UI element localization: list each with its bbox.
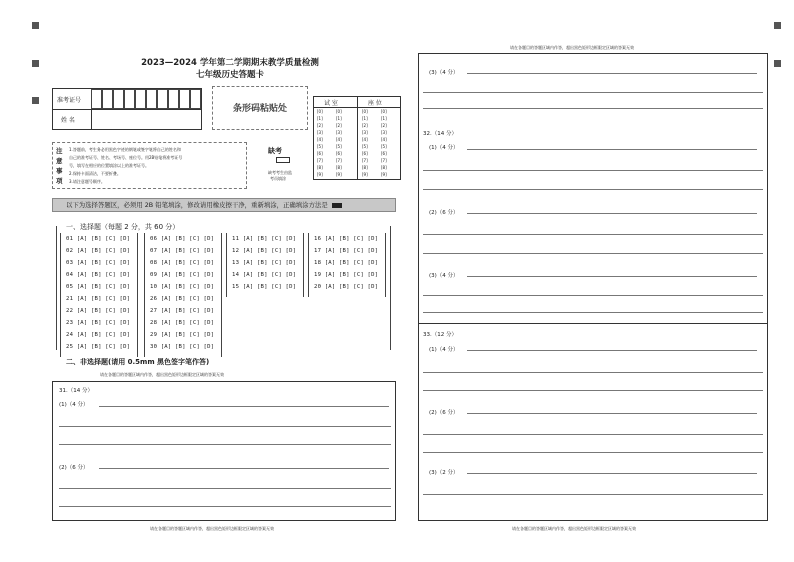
alignment-mark: [32, 22, 39, 29]
mc-question-row[interactable]: 25 [A] [B] [C] [D]: [66, 344, 131, 350]
q31-answer-box: [52, 381, 396, 521]
exam-id-digit-cell[interactable]: [157, 89, 168, 109]
absent-label: 缺考: [268, 147, 282, 155]
mc-question-row[interactable]: 19 [A] [B] [C] [D]: [314, 272, 379, 278]
section-2-title: 二、非选择题(请用 0.5mm 黑色签字笔作答): [66, 358, 210, 366]
mc-group: [144, 293, 222, 357]
q33-label: 33.（12 分）: [423, 332, 457, 338]
exam-id-label: 准考证号: [57, 97, 82, 104]
mc-instruction-banner: [52, 198, 396, 212]
seat-digit-bubble[interactable]: [5]: [381, 144, 387, 149]
seat-digit-bubble[interactable]: [9]: [362, 172, 368, 177]
q33-part1-label: (1)（4 分）: [429, 347, 459, 353]
seat-digit-bubble[interactable]: [3]: [317, 130, 323, 135]
seat-digit-bubble[interactable]: [8]: [362, 165, 368, 170]
alignment-mark: [774, 22, 781, 29]
mc-question-row[interactable]: 24 [A] [B] [C] [D]: [66, 332, 131, 338]
q31-label: 31.（14 分）: [59, 388, 93, 394]
mc-question-row[interactable]: 16 [A] [B] [C] [D]: [314, 236, 379, 242]
mc-question-row[interactable]: 15 [A] [B] [C] [D]: [232, 284, 297, 290]
mc-question-row[interactable]: 07 [A] [B] [C] [D]: [150, 248, 215, 254]
seat-digit-bubble[interactable]: [4]: [381, 137, 387, 142]
q32-part1-label: (1)（4 分）: [429, 145, 459, 151]
mc-question-row[interactable]: 27 [A] [B] [C] [D]: [150, 308, 215, 314]
answer-sheet-title: 七年级历史答题卡: [195, 70, 264, 80]
seat-digit-bubble[interactable]: [2]: [336, 123, 342, 128]
barcode-label: 条形码粘贴处: [232, 104, 287, 114]
mc-group: [226, 233, 304, 297]
exam-title: 2023—2024 学年第二学期期末教学质量检测: [141, 58, 319, 68]
room-label: 试 室: [324, 100, 338, 107]
seat-digit-bubble[interactable]: [0]: [336, 109, 342, 114]
seat-digit-bubble[interactable]: [1]: [362, 116, 368, 121]
seat-digit-bubble[interactable]: [2]: [381, 123, 387, 128]
barcode-area: [212, 86, 308, 130]
absent-note: 缺考考生由监: [268, 170, 292, 175]
seat-digit-bubble[interactable]: [1]: [381, 116, 387, 121]
seat-digit-bubble[interactable]: [3]: [381, 130, 387, 135]
exam-id-digit-cell[interactable]: [190, 89, 201, 109]
mc-question-row[interactable]: 30 [A] [B] [C] [D]: [150, 344, 215, 350]
notes-label-char: 意: [56, 157, 63, 165]
note-line: 3.请注意题号顺序。: [69, 179, 105, 184]
q32-part3-label: (3)（4 分）: [429, 273, 459, 279]
mc-instruction-text: 以下为选择答题区，必须用 2B 铅笔填涂，修改请用橡皮擦干净，重新填涂，正确填涂方法是: [66, 201, 328, 209]
mc-question-row[interactable]: 14 [A] [B] [C] [D]: [232, 272, 297, 278]
absent-checkbox[interactable]: [276, 157, 290, 163]
alignment-mark: [32, 97, 39, 104]
mc-question-row[interactable]: 08 [A] [B] [C] [D]: [150, 260, 215, 266]
section-1-title: 一、选择题（每题 2 分，共 60 分）: [66, 223, 180, 231]
seat-label: 座 位: [368, 100, 382, 107]
seat-digit-bubble[interactable]: [7]: [336, 158, 342, 163]
seat-digit-bubble[interactable]: [2]: [317, 123, 323, 128]
seat-digit-bubble[interactable]: [2]: [362, 123, 368, 128]
exam-id-box: [52, 88, 202, 130]
seat-digit-bubble[interactable]: [6]: [381, 151, 387, 156]
notes-label-char: 项: [56, 177, 63, 185]
mc-question-row[interactable]: 20 [A] [B] [C] [D]: [314, 284, 379, 290]
right-answer-box: [418, 53, 768, 521]
seat-digit-bubble[interactable]: [5]: [362, 144, 368, 149]
seat-digit-bubble[interactable]: [9]: [336, 172, 342, 177]
seat-digit-bubble[interactable]: [1]: [317, 116, 323, 121]
mc-question-row[interactable]: 21 [A] [B] [C] [D]: [66, 296, 131, 302]
alignment-mark: [774, 60, 781, 67]
exam-id-digit-cell[interactable]: [146, 89, 157, 109]
mc-question-row[interactable]: 29 [A] [B] [C] [D]: [150, 332, 215, 338]
exam-id-digit-cell[interactable]: [168, 89, 179, 109]
seat-digit-bubble[interactable]: [7]: [381, 158, 387, 163]
note-line: 2.保持卡面清洁，不要折叠。: [69, 171, 121, 176]
mc-question-row[interactable]: 09 [A] [B] [C] [D]: [150, 272, 215, 278]
seat-digit-bubble[interactable]: [7]: [362, 158, 368, 163]
mc-question-row[interactable]: 03 [A] [B] [C] [D]: [66, 260, 131, 266]
boundary-note-top-right: 请在各题目的答题区域内作答，超出黑色矩形边框限定区域的答案无效: [510, 45, 634, 50]
seat-digit-bubble[interactable]: [4]: [362, 137, 368, 142]
mc-question-row[interactable]: 23 [A] [B] [C] [D]: [66, 320, 131, 326]
q33-part3-label: (3)（2 分）: [429, 470, 459, 476]
q31-part1-label: (1)（4 分）: [59, 402, 89, 408]
seat-digit-bubble[interactable]: [0]: [317, 109, 323, 114]
mc-question-row[interactable]: 22 [A] [B] [C] [D]: [66, 308, 131, 314]
mc-question-row[interactable]: 26 [A] [B] [C] [D]: [150, 296, 215, 302]
mc-group: [60, 233, 138, 297]
mc-question-row[interactable]: 18 [A] [B] [C] [D]: [314, 260, 379, 266]
mc-question-row[interactable]: 05 [A] [B] [C] [D]: [66, 284, 131, 290]
exam-id-digit-cell[interactable]: [179, 89, 190, 109]
seat-digit-bubble[interactable]: [1]: [336, 116, 342, 121]
q31-part2-label: (2)（6 分）: [59, 465, 89, 471]
alignment-mark: [32, 60, 39, 67]
boundary-note-bottom-left: 请在各题目的答题区域内作答，超出黑色矩形边框限定区域的答案无效: [150, 526, 274, 531]
seat-digit-bubble[interactable]: [3]: [336, 130, 342, 135]
mc-question-row[interactable]: 13 [A] [B] [C] [D]: [232, 260, 297, 266]
seat-digit-bubble[interactable]: [9]: [381, 172, 387, 177]
boundary-note: 请在各题目的答题区域内作答，超出黑色矩形边框限定区域的答案无效: [100, 372, 224, 377]
mc-question-row[interactable]: 01 [A] [B] [C] [D]: [66, 236, 131, 242]
seat-digit-bubble[interactable]: [8]: [381, 165, 387, 170]
seat-digit-bubble[interactable]: [8]: [336, 165, 342, 170]
exam-id-digit-cell[interactable]: [135, 89, 146, 109]
seat-digit-bubble[interactable]: [6]: [336, 151, 342, 156]
fill-example-icon: [332, 203, 342, 208]
seat-digit-bubble[interactable]: [0]: [381, 109, 387, 114]
exam-id-digit-cell[interactable]: [91, 89, 102, 109]
seat-digit-bubble[interactable]: [5]: [336, 144, 342, 149]
q32-part2-label: (2)（6 分）: [429, 210, 459, 216]
seat-digit-bubble[interactable]: [7]: [317, 158, 323, 163]
mc-question-row[interactable]: 17 [A] [B] [C] [D]: [314, 248, 379, 254]
exam-id-digit-cell[interactable]: [102, 89, 113, 109]
q-cont-part3-label: (3)（4 分）: [429, 70, 459, 76]
seat-digit-bubble[interactable]: [4]: [336, 137, 342, 142]
notes-label-char: 事: [56, 167, 63, 175]
exam-id-digit-cell[interactable]: [113, 89, 124, 109]
mc-group: [60, 293, 138, 357]
boundary-note-bottom-right: 请在各题目的答题区域内作答，超出黑色矩形边框限定区域的答案无效: [512, 526, 636, 531]
note-line: 号，填写在相应的位置填涂以上的准考证号。: [69, 163, 149, 168]
seat-digit-bubble[interactable]: [4]: [317, 137, 323, 142]
seat-grid: [313, 96, 401, 180]
note-line: 自己的准考证号、姓名、考场号、座位号。用2B铅笔将准考证号: [69, 155, 183, 160]
exam-id-digit-cell[interactable]: [124, 89, 135, 109]
mc-question-row[interactable]: 10 [A] [B] [C] [D]: [150, 284, 215, 290]
mc-group: [144, 233, 222, 297]
seat-digit-bubble[interactable]: [6]: [317, 151, 323, 156]
seat-digit-bubble[interactable]: [9]: [317, 172, 323, 177]
seat-digit-bubble[interactable]: [0]: [362, 109, 368, 114]
seat-digit-bubble[interactable]: [3]: [362, 130, 368, 135]
mc-question-row[interactable]: 06 [A] [B] [C] [D]: [150, 236, 215, 242]
mc-group: [308, 233, 386, 297]
seat-digit-bubble[interactable]: [6]: [362, 151, 368, 156]
mc-question-row[interactable]: 28 [A] [B] [C] [D]: [150, 320, 215, 326]
mc-question-row[interactable]: 04 [A] [B] [C] [D]: [66, 272, 131, 278]
absent-note-2: 考员填涂: [270, 176, 286, 181]
name-label: 姓 名: [61, 117, 75, 124]
notes-label-char: 注: [56, 147, 63, 155]
q32-label: 32.（14 分）: [423, 131, 457, 137]
seat-digit-bubble[interactable]: [8]: [317, 165, 323, 170]
note-line: 1.答题前，考生务必用黑色字迹的钢笔或签字笔将自己的姓名和: [69, 147, 181, 152]
mc-question-row[interactable]: 11 [A] [B] [C] [D]: [232, 236, 297, 242]
q33-part2-label: (2)（6 分）: [429, 410, 459, 416]
mc-question-row[interactable]: 02 [A] [B] [C] [D]: [66, 248, 131, 254]
notes-box: [52, 142, 247, 189]
mc-question-row[interactable]: 12 [A] [B] [C] [D]: [232, 248, 297, 254]
seat-digit-bubble[interactable]: [5]: [317, 144, 323, 149]
